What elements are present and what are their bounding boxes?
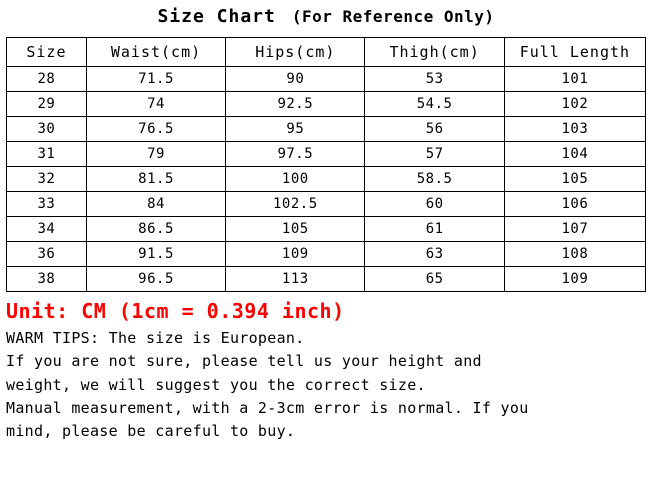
tip-line: WARM TIPS: The size is European.	[6, 329, 305, 347]
cell-thigh: 58.5	[365, 167, 504, 192]
cell-thigh: 53	[365, 67, 504, 92]
cell-hips: 100	[226, 167, 365, 192]
cell-full-length: 104	[504, 142, 645, 167]
size-table	[6, 37, 646, 292]
table-row	[7, 167, 646, 192]
cell-waist: 91.5	[86, 242, 225, 267]
cell-hips: 92.5	[226, 92, 365, 117]
cell-full-length: 109	[504, 267, 645, 292]
table-row	[7, 267, 646, 292]
tip-line: If you are not sure, please tell us your height and	[6, 352, 482, 371]
cell-size: 30	[7, 117, 87, 142]
table-row	[7, 142, 646, 167]
table-row	[7, 92, 646, 117]
cell-thigh: 65	[365, 267, 504, 292]
cell-waist: 81.5	[86, 167, 225, 192]
table-header-row	[7, 38, 646, 67]
cell-thigh: 61	[365, 217, 504, 242]
cell-hips: 95	[226, 117, 365, 142]
table-row	[7, 217, 646, 242]
cell-size: 36	[7, 242, 87, 267]
column-header-full-length: Full Length	[504, 38, 645, 67]
cell-size: 29	[7, 92, 87, 117]
cell-size: 33	[7, 192, 87, 217]
cell-hips: 90	[226, 67, 365, 92]
cell-thigh: 60	[365, 192, 504, 217]
cell-thigh: 63	[365, 242, 504, 267]
unit-note: Unit: CM (1cm = 0.394 inch)	[6, 299, 345, 323]
cell-waist: 76.5	[86, 117, 225, 142]
title-main: Size Chart	[157, 6, 276, 27]
cell-full-length: 105	[504, 167, 645, 192]
cell-waist: 79	[86, 142, 225, 167]
cell-size: 34	[7, 217, 87, 242]
cell-full-length: 106	[504, 192, 645, 217]
table-row	[7, 67, 646, 92]
tip-line: mind, please be careful to buy.	[6, 422, 296, 440]
notes-section	[6, 298, 646, 443]
column-header-waist: Waist(cm)	[86, 38, 225, 67]
table-row	[7, 242, 646, 267]
cell-size: 38	[7, 267, 87, 292]
tip-line: weight, we will suggest you the correct size.	[6, 375, 426, 394]
column-header-size: Size	[7, 38, 87, 67]
cell-waist: 96.5	[86, 267, 225, 292]
cell-waist: 84	[86, 192, 225, 217]
cell-hips: 109	[226, 242, 365, 267]
column-header-hips: Hips(cm)	[226, 38, 365, 67]
cell-waist: 71.5	[86, 67, 225, 92]
cell-hips: 97.5	[226, 142, 365, 167]
cell-hips: 102.5	[226, 192, 365, 217]
page-title	[0, 0, 652, 33]
cell-full-length: 102	[504, 92, 645, 117]
cell-size: 28	[7, 67, 87, 92]
cell-hips: 113	[226, 267, 365, 292]
cell-size: 31	[7, 142, 87, 167]
title-subtitle: (For Reference Only)	[291, 7, 495, 26]
table-row	[7, 192, 646, 217]
tip-line: Manual measurement, with a 2-3cm error is normal. If you	[6, 398, 529, 417]
cell-full-length: 101	[504, 67, 645, 92]
cell-size: 32	[7, 167, 87, 192]
cell-hips: 105	[226, 217, 365, 242]
table-row	[7, 117, 646, 142]
cell-thigh: 54.5	[365, 92, 504, 117]
cell-full-length: 108	[504, 242, 645, 267]
cell-full-length: 103	[504, 117, 645, 142]
cell-thigh: 57	[365, 142, 504, 167]
column-header-thigh: Thigh(cm)	[365, 38, 504, 67]
cell-thigh: 56	[365, 117, 504, 142]
cell-full-length: 107	[504, 217, 645, 242]
cell-waist: 86.5	[86, 217, 225, 242]
cell-waist: 74	[86, 92, 225, 117]
